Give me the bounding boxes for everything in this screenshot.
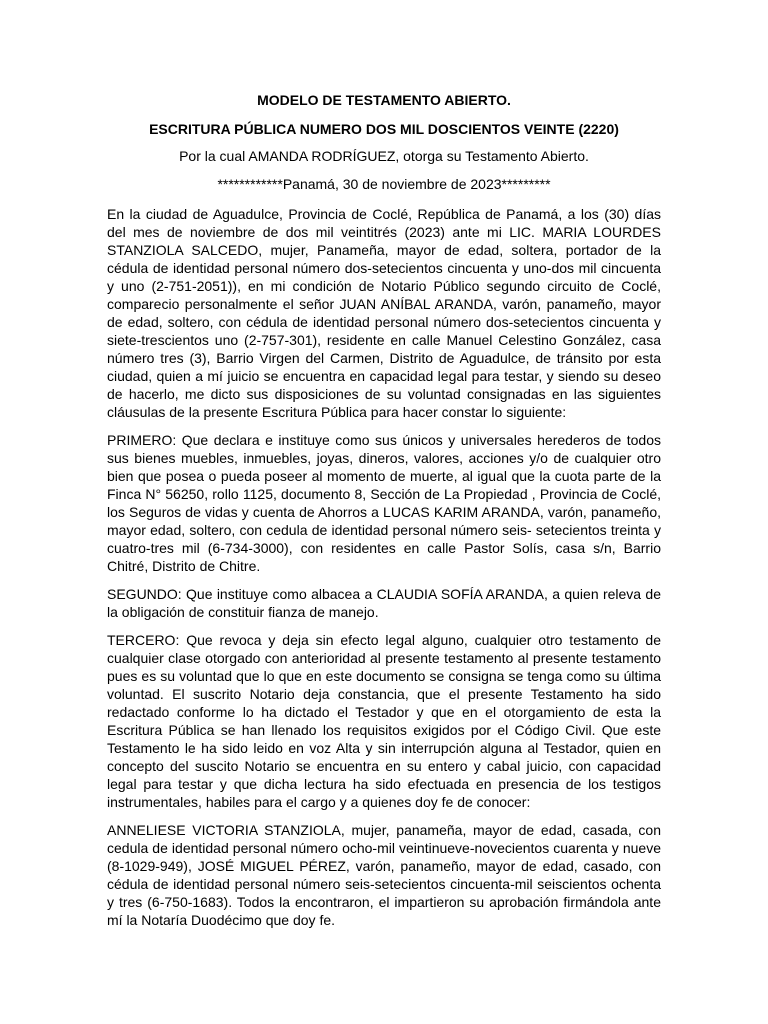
paragraph-primero: PRIMERO: Que declara e instituye como sus únicos y universales herederos de todos sus bienes muebles, inmuebles, joyas, dineros, valores, acciones y/o de cualquier otro bien que posea o pueda poseer al momento de muerte, al igual que la cuota parte de la Finca N° 56250, rollo 1125, documento 8, Sección de La Propiedad , Provincia de Coclé, los Seguros de vidas y cuenta de Ahorros a LUCAS KARIM ARANDA, varón, panameño, mayor edad, soltero, con cedula de identidad personal número seis- setecientos treinta y cuatro-tres mil (6-734-3000), con residentes en calle Pastor Solís, casa s/n, Barrio Chitré, Distrito de Chitre. [107, 432, 661, 574]
paragraph-tercero: TERCERO: Que revoca y deja sin efecto legal alguno, cualquier otro testamento de cualquier clase otorgado con anterioridad al presente testamento al presente testamento pues es su voluntad que lo que en este documento se consigna se tenga como su última voluntad. El suscrito Notario deja constancia, que el presente Testamento ha sido redactado conforme lo ha dictado el Testador y que en el otorgamiento de esta la Escritura Pública se han llenado los requisitos exigidos por el Código Civil. Que este Testamento le ha sido leido en voz Alta y sin interrupción alguna al Testador, quien en concepto del suscito Notario se encuentra en su entero y cabal juicio, con capacidad legal para testar y que dicha lectura ha sido efectuada en presencia de los testigos instrumentales, habiles para el cargo y a quienes doy fe de conocer: [107, 632, 661, 810]
paragraph-opening: En la ciudad de Aguadulce, Provincia de Coclé, República de Panamá, a los (30) días del mes de noviembre de dos mil veintitrés (2023) ante mi LIC. MARIA LOURDES STANZIOLA SALCEDO, mujer, Panameña, mayor de edad, soltera, portador de la cédula de identidad personal número dos-setecientos cincuenta y uno-dos mil cincuenta y uno (2-751-2051)), en mi condición de Notario Público segundo circuito de Coclé, comparecio personalmente el señor JUAN ANÍBAL ARANDA, varón, panameño, mayor de edad, soltero, con cédula de identidad personal número dos-setecientos cincuenta y siete-trescientos uno (2-757-301), residente en calle Manuel Celestino González, casa número tres (3), Barrio Virgen del Carmen, Distrito de Aguadulce, de tránsito por esta ciudad, quien a mí juicio se encuentra en capacidad legal para testar, y siendo su deseo de hacerlo, me dicto sus disposiciones de su voluntad consignadas en las siguientes cláusulas de la presente Escritura Pública para hacer constar lo siguiente: [107, 206, 661, 420]
document-title: MODELO DE TESTAMENTO ABIERTO. [257, 92, 511, 108]
document-intro: Por la cual AMANDA RODRÍGUEZ, otorga su Testamento Abierto. [179, 148, 589, 164]
date-line: ************Panamá, 30 de noviembre de 2023********* [217, 176, 551, 192]
paragraph-segundo: SEGUNDO: Que instituye como albacea a CLAUDIA SOFÍA ARANDA, a quien releva de la obligación de constituir fianza de manejo. [107, 586, 661, 620]
document-page [107, 92, 661, 939]
document-subtitle: ESCRITURA PÚBLICA NUMERO DOS MIL DOSCIENTOS VEINTE (2220) [149, 121, 619, 137]
paragraph-witnesses: ANNELIESE VICTORIA STANZIOLA, mujer, panameña, mayor de edad, casada, con cedula de identidad personal número ocho-mil veintinueve-novecientos cuarenta y nueve (8-1029-949), JOSÉ MIGUEL PÉREZ, varón, panameño, mayor de edad, casado, con cédula de identidad personal número seis-setecientos cincuenta-mil seiscientos ochenta y tres (6-750-1683). Todos la encontraron, el impartieron su aprobación firmándola ante mí la Notaría Duodécimo que doy fe. [107, 822, 661, 928]
